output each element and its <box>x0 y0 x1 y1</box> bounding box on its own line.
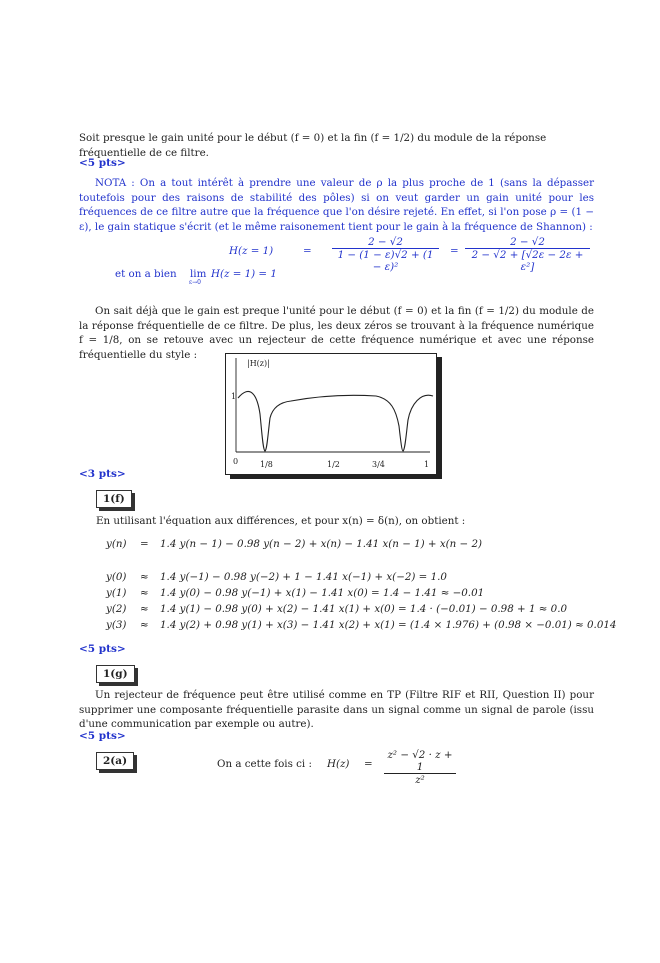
points-label: <5 pts> <box>79 730 126 742</box>
recursion-lhs: y(2) <box>106 603 127 615</box>
question-1f-text: En utilisant l'équation aux différences, et pour x(n) = δ(n), on obtient : <box>96 515 466 527</box>
recursion-rhs: 1.4 y(−1) − 0.98 y(−2) + 1 − 1.41 x(−1) + x(−2) = 1.0 <box>160 571 447 583</box>
difference-equation <box>106 538 606 553</box>
equation-lhs: H(z = 1) <box>229 245 274 257</box>
question-label-2a: 2(a) <box>96 752 134 770</box>
equation-relation: = <box>303 245 312 257</box>
recursion-row <box>106 587 606 602</box>
x-tick-1-8: 1/8 <box>260 460 273 469</box>
intro-paragraph: Soit presque le gain unité pour le début (f = 0) et la fin (f = 1/2) du module de la réponse fréquentielle de ce filtre. <box>79 132 547 159</box>
limit-subscript: ε→0 <box>189 279 201 286</box>
limit-operator: lim <box>190 268 207 280</box>
y-tick-one: 1 <box>231 392 237 401</box>
second-paragraph: On sait déjà que le gain est preque l'unité pour le début (f = 0) et la fin (f = 1/2) du module de la réponse fréquentielle de ce filtre. De plus, les deux zéros se trouvant à la fréquence numérique f = 1/8, on se retouve avec un rejecteur de cette fréquence numérique et avec une réponse fréquentielle du style : <box>79 305 594 361</box>
recursion-lhs: y(0) <box>106 571 127 583</box>
shannon-gain-equation <box>229 236 609 273</box>
equation-relation: = <box>364 758 373 770</box>
fraction-denominator: z² <box>415 774 425 786</box>
recursion-lhs: y(3) <box>106 619 127 631</box>
equation-rhs: 1.4 y(n − 1) − 0.98 y(n − 2) + x(n) − 1.41 x(n − 1) + x(n − 2) <box>160 538 483 550</box>
equation-lhs: y(n) <box>106 538 127 550</box>
x-tick-3-4: 3/4 <box>372 460 385 469</box>
recursion-rhs: 1.4 y(1) − 0.98 y(0) + x(2) − 1.41 x(1) + x(0) = 1.4 · (−0.01) − 0.98 + 1 ≈ 0.0 <box>160 603 568 615</box>
limit-expression: H(z = 1) = 1 <box>211 268 277 280</box>
frequency-response-plot <box>226 354 436 474</box>
equation-lhs: H(z) <box>327 758 350 770</box>
points-label: <5 pts> <box>79 643 126 655</box>
recursion-row <box>106 603 606 618</box>
question-2a-text: On a cette fois ci : <box>217 758 312 770</box>
recursion-row <box>106 619 617 634</box>
transfer-function-fraction <box>384 749 456 786</box>
equation-relation: = <box>140 538 149 550</box>
fraction-2-numerator: 2 − √2 <box>465 236 590 249</box>
question-1g-text: Un rejecteur de fréquence peut être utilisé comme en TP (Filtre RIF et RII, Question II) pour supprimer une composante fréquentielle parasite dans un signal comme un signal de parole (issu d'une communication par exemple ou autre). <box>79 689 594 731</box>
fraction-numerator: z² − √2 · z + 1 <box>384 749 456 774</box>
response-curve <box>238 391 433 451</box>
frequency-response-figure <box>225 353 437 475</box>
fraction-2-denominator: 2 − √2 + [√2ε − 2ε + ε²] <box>471 249 584 273</box>
recursion-row <box>106 571 606 586</box>
recursion-relation: ≈ <box>140 603 149 615</box>
fraction-1-numerator: 2 − √2 <box>332 236 439 249</box>
limit-line <box>115 268 315 292</box>
x-tick-1: 1 <box>424 460 430 469</box>
recursion-relation: ≈ <box>140 587 149 599</box>
y-axis-label: |H(z)| <box>247 359 270 368</box>
equation-relation-2: = <box>450 245 459 257</box>
limit-label: et on a bien <box>115 268 177 280</box>
nota-paragraph: NOTA : On a tout intérêt à prendre une valeur de ρ la plus proche de 1 (sans la dépasser toutefois pour des raisons de stabilité des pôles) si on veut garder un gain unité pour les fréquences de ce filtre autre que la fréquence que l'on désire rejeté. En effet, si l'on pose ρ = (1 − ε), le gain statique s'écrit (et le même raisonement tient pour le gain à la fréquence de Shannon) : <box>79 177 594 233</box>
recursion-rhs: 1.4 y(2) + 0.98 y(1) + x(3) − 1.41 x(2) + x(1) = (1.4 × 1.976) + (0.98 × −0.01) ≈ 0.014 <box>160 619 617 631</box>
question-label-1g: 1(g) <box>96 665 135 683</box>
x-tick-0: 0 <box>233 457 239 466</box>
recursion-relation: ≈ <box>140 619 149 631</box>
question-label-1f: 1(f) <box>96 490 132 508</box>
points-label: <5 pts> <box>79 157 126 169</box>
points-label: <3 pts> <box>79 468 126 480</box>
fraction-1-denominator: 1 − (1 − ε)√2 + (1 − ε)² <box>337 249 434 273</box>
recursion-rhs: 1.4 y(0) − 0.98 y(−1) + x(1) − 1.41 x(0) = 1.4 − 1.41 ≈ −0.01 <box>160 587 485 599</box>
fraction-2 <box>465 236 590 273</box>
recursion-relation: ≈ <box>140 571 149 583</box>
transfer-function-equation <box>327 749 467 786</box>
x-tick-1-2: 1/2 <box>327 460 340 469</box>
recursion-lhs: y(1) <box>106 587 127 599</box>
fraction-1 <box>332 236 439 273</box>
